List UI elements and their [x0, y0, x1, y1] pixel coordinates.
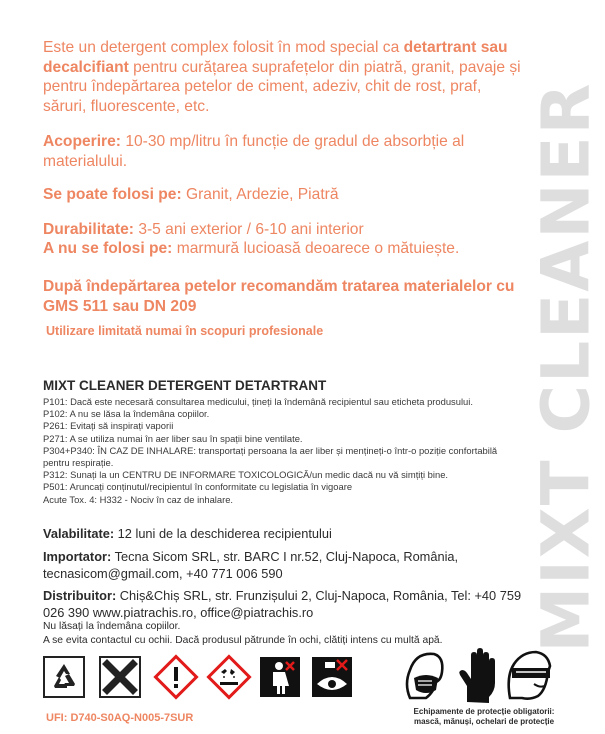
validity-label: Valabilitate: — [43, 526, 115, 541]
validity-line — [43, 525, 533, 542]
usable-label: Se poate folosi pe: — [43, 186, 182, 203]
limited-use-note: Utilizare limitată numai în scopuri profesionale — [46, 324, 324, 338]
glove-icon — [456, 648, 496, 704]
hazard-line: P501: Aruncați conținutul/recipientul în conformitate cu legislatia în vigoare — [43, 481, 353, 493]
not-use-value: marmură lucioasă deoarece o mătuiește. — [172, 240, 460, 257]
ufi-code: UFI: D740-S0AQ-N005-7SUR — [46, 712, 194, 724]
importer-line — [43, 548, 533, 582]
durability-line — [43, 220, 523, 240]
environment-hazard-icon — [208, 656, 250, 698]
goggles-icon — [504, 648, 554, 704]
importer-label: Importator: — [43, 549, 112, 564]
ppe-caption: Echipamente de protecție obligatorii: mască, mănuși, ochelari de protecție — [413, 707, 555, 726]
usable-value: Granit, Ardezie, Piatră — [181, 186, 339, 203]
after-cleaning-note: După îndepărtarea petelor recomandăm tratarea materialelor cu GMS 511 sau DN 209 — [43, 278, 515, 315]
harmful-x-icon — [99, 656, 141, 698]
mask-icon — [400, 648, 446, 704]
hazard-line: P101: Dacă este necesară consultarea medicului, țineți la îndemână recipientul sau eticheta produsului. — [43, 396, 473, 407]
exclamation-hazard-icon — [155, 656, 197, 698]
hazard-line: P271: A se utiliza numai în aer liber sau în spații bine ventilate. — [43, 432, 303, 444]
hazard-title: MIXT CLEANER DETERGENT DETARTRANT — [43, 378, 327, 393]
usable-on-line — [43, 185, 523, 205]
distributor-value: Chiș&Chiș SRL, str. Frunzișului 2, Cluj-Napoca, România, Tel: +40 759 026 390 www.piatrachis.ro, office@piatrachis.ro — [43, 588, 522, 620]
safety-note: A se evita contactul cu ochii. Dacă produsul pătrunde în ochi, clătiți intens cu multă apă. — [43, 635, 443, 646]
durability-label: Durabilitate: — [43, 221, 134, 238]
hazard-line: P304+P340: ÎN CAZ DE INHALARE: transportați persoana la aer liber și mențineți-o într-o poziție confortabilă pentru respirație. — [43, 444, 498, 469]
not-use-line — [43, 239, 523, 259]
ppe-icons — [400, 648, 560, 704]
eye-hazard-icon — [311, 656, 353, 698]
hazard-line: Acute Tox. 4: H332 - Nociv în caz de inhalare. — [43, 493, 234, 505]
intro-text-2: pentru curățarea suprafețelor din piatră, granit, pavaje și pentru îndepărtarea petelor de ciment, adeziv, chit de rost, praf, săruri, fluorescente, etc. — [43, 58, 521, 115]
coverage-line — [43, 132, 523, 171]
hazard-statements — [43, 396, 523, 506]
safety-notes — [43, 620, 533, 648]
hazard-line: P261: Evitați să inspirați vaporii — [43, 420, 174, 432]
distributor-label: Distribuitor: — [43, 588, 117, 603]
importer-value: Tecna Sicom SRL, str. BARC I nr.52, Cluj-Napoca, România, tecnasicom@gmail.com, +40 771 006 590 — [43, 549, 459, 581]
not-use-label: A nu se folosi pe: — [43, 240, 173, 257]
durability-value: 3-5 ani exterior / 6-10 ani interior — [133, 221, 364, 238]
keep-away-children-icon — [259, 656, 301, 698]
product-name-vertical: MIXT CLEANER — [527, 81, 605, 653]
coverage-label: Acoperire: — [43, 133, 121, 150]
safety-note: Nu lăsați la îndemâna copiilor. — [43, 621, 181, 632]
product-description — [43, 38, 523, 116]
hazard-line: P312: Sunați la un CENTRU DE INFORMARE TOXICOLOGICĂ/un medic dacă nu vă simțiți bine. — [43, 469, 449, 481]
hazard-line: P102: A nu se lăsa la îndemâna copiilor. — [43, 408, 210, 420]
recycle-icon — [43, 656, 85, 698]
intro-text-1: Este un detergent complex folosit în mod special ca — [43, 39, 404, 56]
coverage-value: 10-30 mp/litru în funcție de gradul de absorbție al materialului. — [43, 133, 465, 170]
vertical-product-title — [527, 0, 605, 734]
intro-bold: detartrant sau decalcifiant — [43, 39, 508, 76]
validity-value: 12 luni de la deschiderea recipientului — [114, 526, 332, 541]
distributor-line — [43, 587, 533, 621]
